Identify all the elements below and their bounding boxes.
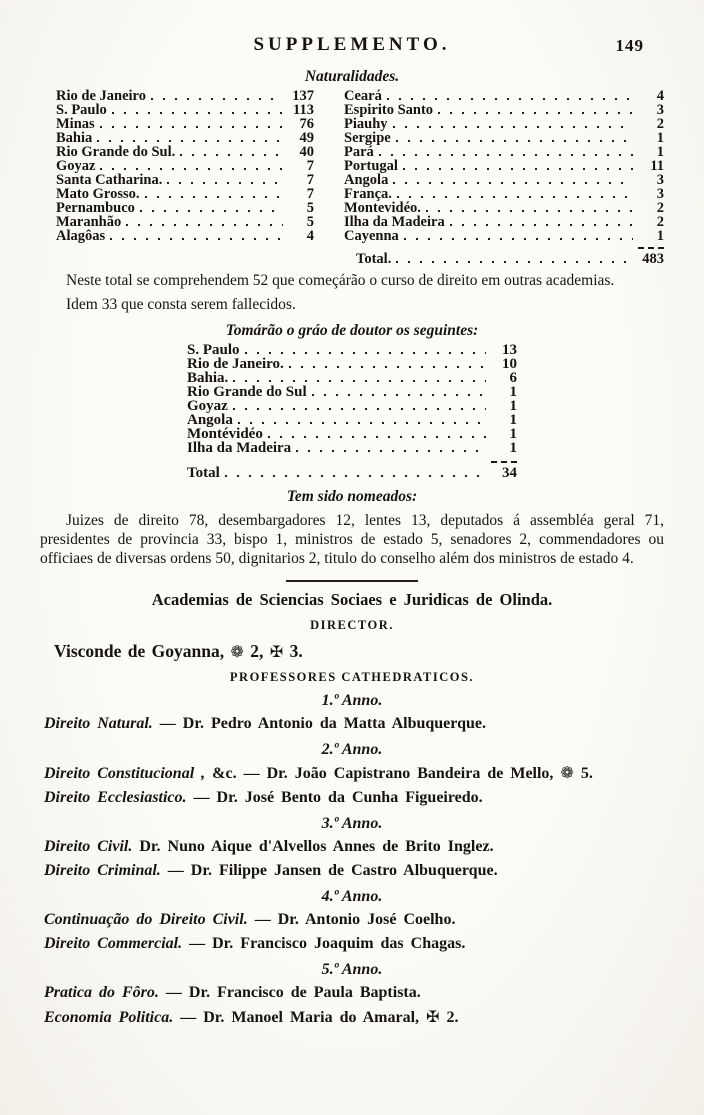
dot-leader <box>426 202 633 212</box>
place-label: Bahia <box>56 130 93 146</box>
dot-leader <box>126 216 283 226</box>
place-count: 2 <box>656 214 664 230</box>
doctor-count: 1 <box>509 384 517 400</box>
rosette-medal-icon: ❁ <box>560 763 574 782</box>
place-label: Rio de Janeiro <box>56 88 146 104</box>
total-label: Total <box>187 465 220 481</box>
dot-leader <box>289 358 486 368</box>
cross-medal-icon: ✠ <box>426 1007 440 1026</box>
course-entry <box>40 762 664 784</box>
sum-rule <box>491 461 517 463</box>
year-heading-5: 5.º Anno. <box>321 961 383 978</box>
total-row <box>356 252 664 266</box>
dot-leader <box>233 372 486 382</box>
director-heading: DIRECTOR. <box>310 618 394 632</box>
place-label: Pará <box>344 144 374 160</box>
dot-leader <box>404 230 633 240</box>
dot-leader <box>100 160 283 170</box>
naturalidades-right-column <box>344 89 664 243</box>
place-count: 1 <box>656 144 664 160</box>
place-label: Santa Catharina. <box>56 172 163 188</box>
dot-leader <box>393 118 633 128</box>
naturalidades-row <box>56 187 314 201</box>
dot-leader <box>393 174 633 184</box>
place-label: Ilha da Madeira <box>344 214 445 230</box>
naturalidades-row <box>344 117 664 131</box>
dot-leader <box>167 174 283 184</box>
doutor-table <box>187 343 517 455</box>
page-number: 149 <box>615 36 644 55</box>
place-count: 49 <box>299 130 314 146</box>
place-label: Angola <box>344 172 389 188</box>
place-label: Sergipe <box>344 130 391 146</box>
total-label: Total. <box>356 251 392 267</box>
dot-leader <box>450 216 633 226</box>
medal-number: 2. <box>446 1009 459 1026</box>
dot-leader <box>225 467 486 477</box>
place-label: Portugal <box>344 158 398 174</box>
doctor-count: 13 <box>502 342 517 358</box>
em-dash: — <box>193 789 210 806</box>
naturalidades-row <box>56 215 314 229</box>
em-dash: — <box>243 765 260 782</box>
dot-leader <box>100 118 283 128</box>
note-deceased: Idem 33 que consta serem fallecidos. <box>66 296 296 313</box>
doctor-count: 1 <box>509 398 517 414</box>
place-label: Angola <box>187 412 233 428</box>
medal-number: 3. <box>289 641 303 661</box>
place-label: França. <box>344 186 392 202</box>
place-count: 3 <box>656 102 664 118</box>
place-count: 11 <box>650 158 664 174</box>
dot-leader <box>387 90 633 100</box>
doctor-count: 6 <box>509 370 517 386</box>
total-value: 34 <box>502 465 517 481</box>
professor-name: Dr. Francisco de Paula Baptista. <box>188 984 421 1001</box>
place-label: Ceará <box>344 88 382 104</box>
year-heading-2: 2.º Anno. <box>321 741 383 758</box>
dot-leader <box>145 188 283 198</box>
doctor-count: 1 <box>509 440 517 456</box>
nomeados-heading: Tem sido nomeados: <box>286 488 418 505</box>
dot-leader <box>233 400 486 410</box>
director-line <box>40 641 664 662</box>
page-header <box>40 34 664 60</box>
naturalidades-left-column <box>56 89 314 243</box>
sum-rule <box>638 247 664 249</box>
professor-name: Dr. Francisco Joaquim das Chagas. <box>212 935 466 952</box>
nomeados-paragraph: Juizes de direito 78, desembargadores 12, lentes 13, deputados á assembléa geral 71, presidentes de provincia 33, bispo 1, ministros de estado 5, senadores 2, commendadores ou officiaes de diversas ordens 50, dignitarios 2, titulo do conselho além dos ministros de estado 4. <box>40 512 664 567</box>
naturalidades-row <box>56 145 314 159</box>
dot-leader <box>97 132 283 142</box>
medal-number: 5. <box>580 765 593 782</box>
doutor-row <box>187 385 517 399</box>
total-value: 483 <box>642 251 664 267</box>
section-divider <box>286 580 418 582</box>
course-entry <box>40 1006 664 1028</box>
place-label: Goyaz <box>56 158 96 174</box>
naturalidades-row <box>344 131 664 145</box>
course-subject: Direito Constitucional , <box>44 765 206 782</box>
medal-number: 2, <box>250 641 264 661</box>
course-entry <box>40 909 664 930</box>
dot-leader <box>396 253 633 263</box>
place-count: 5 <box>306 200 314 216</box>
place-label: Pernambuco <box>56 200 135 216</box>
place-label: Maranhão <box>56 214 122 230</box>
place-label: S. Paulo <box>187 342 240 358</box>
naturalidades-row <box>344 215 664 229</box>
academia-title: Academias de Sciencias Sociaes e Juridicas de Olinda. <box>151 590 553 609</box>
professor-name: Dr. Antonio José Coelho. <box>277 911 456 928</box>
doutor-heading: Tomárão o gráo de doutor os seguintes: <box>225 322 479 339</box>
naturalidades-row <box>344 201 664 215</box>
naturalidades-row <box>344 89 664 103</box>
naturalidades-row <box>344 103 664 117</box>
doutor-row <box>187 427 517 441</box>
rosette-medal-icon: ❁ <box>230 642 244 661</box>
dot-leader <box>238 414 486 424</box>
naturalidades-row <box>56 131 314 145</box>
place-count: 76 <box>299 116 314 132</box>
place-label: Alagôas <box>56 228 106 244</box>
course-subject: Direito Natural. <box>44 715 153 732</box>
course-entry <box>40 836 664 857</box>
em-dash: — <box>165 984 182 1001</box>
doctor-count: 1 <box>509 426 517 442</box>
dot-leader <box>312 386 486 396</box>
dot-leader <box>140 202 283 212</box>
course-subject: Direito Ecclesiastico. <box>44 789 187 806</box>
dot-leader <box>396 132 633 142</box>
page-title: SUPPLEMENTO. <box>253 34 451 55</box>
place-count: 1 <box>656 228 664 244</box>
place-label: Montévidéo <box>187 426 263 442</box>
place-label: Mato Grosso. <box>56 186 140 202</box>
naturalidades-row <box>56 117 314 131</box>
year-heading-4: 4.º Anno. <box>321 888 383 905</box>
naturalidades-row <box>56 229 314 243</box>
course-entry <box>40 787 664 808</box>
naturalidades-row <box>56 159 314 173</box>
dot-leader <box>151 90 283 100</box>
place-label: Espirito Santo <box>344 102 434 118</box>
etc-abbrev: &c. <box>212 765 237 782</box>
place-count: 3 <box>656 186 664 202</box>
em-dash: — <box>180 1009 197 1026</box>
naturalidades-row <box>56 201 314 215</box>
place-count: 2 <box>656 200 664 216</box>
place-label: Bahia. <box>187 370 229 386</box>
dot-leader <box>397 188 633 198</box>
doutor-row <box>187 413 517 427</box>
place-label: Piauhy <box>344 116 388 132</box>
dot-leader <box>180 146 283 156</box>
doutor-total <box>187 461 517 480</box>
place-label: Goyaz <box>187 398 228 414</box>
professor-name: Dr. Nuno Aique d'Alvellos Annes de Brito Inglez. <box>139 838 494 855</box>
naturalidades-row <box>56 103 314 117</box>
naturalidades-row <box>344 187 664 201</box>
naturalidades-heading: Naturalidades. <box>304 68 400 85</box>
course-subject: Direito Criminal. <box>44 862 161 879</box>
naturalidades-row <box>344 173 664 187</box>
professor-name: Dr. Manoel Maria do Amaral, <box>203 1009 420 1026</box>
doutor-row <box>187 371 517 385</box>
dot-leader <box>379 146 633 156</box>
dot-leader <box>438 104 633 114</box>
place-count: 7 <box>306 158 314 174</box>
doctor-count: 1 <box>509 412 517 428</box>
em-dash: — <box>254 911 271 928</box>
course-entry <box>40 860 664 881</box>
dot-leader <box>296 442 486 452</box>
em-dash: — <box>159 715 176 732</box>
em-dash: — <box>167 862 184 879</box>
dot-leader <box>268 428 486 438</box>
naturalidades-row <box>344 229 664 243</box>
naturalidades-row <box>56 89 314 103</box>
professor-name: Dr. Pedro Antonio da Matta Albuquerque. <box>182 715 486 732</box>
naturalidades-row <box>56 173 314 187</box>
course-entry <box>40 933 664 954</box>
doutor-row <box>187 357 517 371</box>
em-dash: — <box>189 935 206 952</box>
place-count: 7 <box>306 186 314 202</box>
place-count: 4 <box>306 228 314 244</box>
professor-name: Dr. João Capistrano Bandeira de Mello, <box>266 765 554 782</box>
course-subject: Continuação do Direito Civil. <box>44 911 248 928</box>
year-heading-1: 1.º Anno. <box>321 692 383 709</box>
dot-leader <box>403 160 633 170</box>
place-count: 7 <box>306 172 314 188</box>
naturalidades-row <box>344 145 664 159</box>
place-label: Rio Grande do Sul <box>187 384 307 400</box>
naturalidades-total <box>356 247 664 266</box>
cross-medal-icon: ✠ <box>269 642 284 661</box>
place-label: Ilha da Madeira <box>187 440 292 456</box>
place-count: 40 <box>299 144 314 160</box>
place-count: 4 <box>656 88 664 104</box>
course-entry <box>40 982 664 1003</box>
place-label: Cayenna <box>344 228 399 244</box>
place-count: 113 <box>293 102 314 118</box>
dot-leader <box>110 230 283 240</box>
place-label: Rio Grande do Sul. <box>56 144 176 160</box>
doctor-count: 10 <box>502 356 517 372</box>
place-count: 137 <box>292 88 314 104</box>
course-subject: Pratica do Fôro. <box>44 984 159 1001</box>
director-name: Visconde de Goyanna, <box>54 641 225 661</box>
total-row <box>187 466 517 480</box>
doutor-row <box>187 399 517 413</box>
professores-heading: PROFESSORES CATHEDRATICOS. <box>229 670 475 684</box>
professor-name: Dr. Filippe Jansen de Castro Albuquerque. <box>190 862 498 879</box>
course-subject: Direito Commercial. <box>44 935 183 952</box>
place-label: Rio de Janeiro. <box>187 356 284 372</box>
place-label: S. Paulo <box>56 102 107 118</box>
place-count: 2 <box>656 116 664 132</box>
naturalidades-row <box>344 159 664 173</box>
place-label: Montevidéo. <box>344 200 421 216</box>
doutor-row <box>187 441 517 455</box>
place-label: Minas <box>56 116 95 132</box>
naturalidades-table <box>56 89 664 243</box>
place-count: 1 <box>656 130 664 146</box>
course-subject: Economia Politica. <box>44 1009 174 1026</box>
place-count: 3 <box>656 172 664 188</box>
course-subject: Direito Civil. <box>44 838 133 855</box>
professor-name: Dr. José Bento da Cunha Figueiredo. <box>216 789 483 806</box>
note-other-academies: Neste total se comprehendem 52 que começárão o curso de direito em outras academias. <box>66 272 615 289</box>
year-heading-3: 3.º Anno. <box>321 815 383 832</box>
doutor-row <box>187 343 517 357</box>
course-entry <box>40 713 664 734</box>
dot-leader <box>112 104 283 114</box>
dot-leader <box>245 344 486 354</box>
place-count: 5 <box>306 214 314 230</box>
